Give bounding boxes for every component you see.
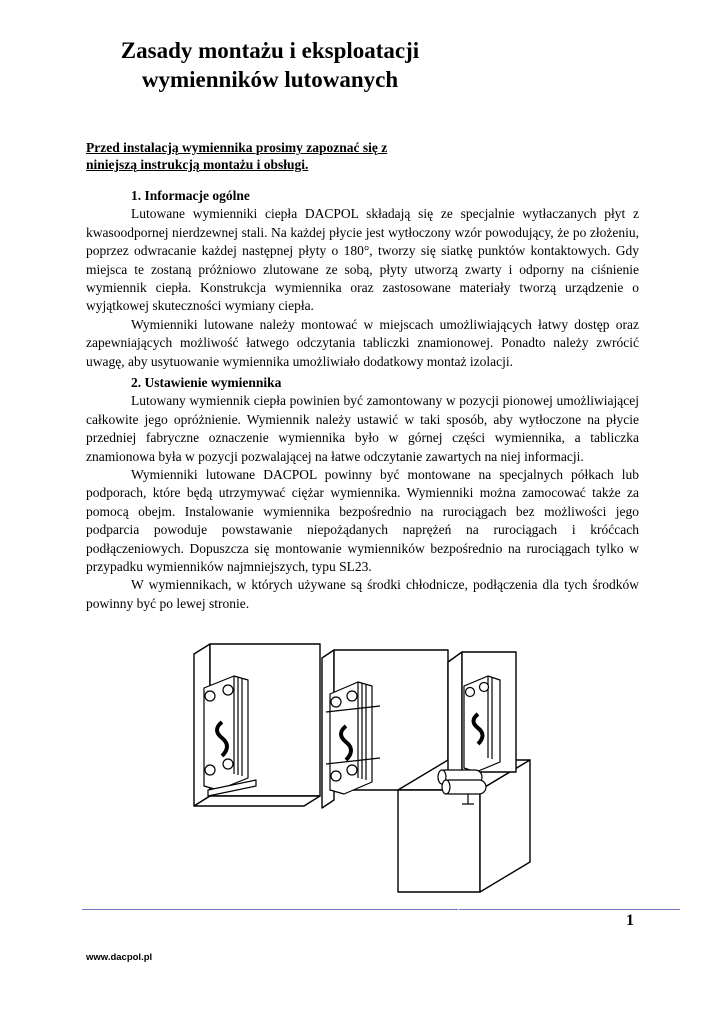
section-1-paragraph: Wymienniki lutowane należy montować w miejscach umożliwiających łatwy dostęp oraz zapewniających możliwość łatwego odczytania tabliczki znamionowej. Ponadto należy zwrócić uwagę, aby usytuowanie wymiennika umożliwiało dodatkowy montaż izolacji.	[86, 316, 639, 369]
title-line-1: Zasady montażu i eksploatacji	[120, 38, 420, 63]
footer-divider	[82, 909, 458, 910]
footer-url[interactable]: www.dacpol.pl	[86, 952, 153, 963]
page-title	[60, 36, 480, 94]
section-general-info	[86, 187, 639, 371]
intro-line-2: niniejszą instrukcją montażu i obsługi.	[86, 157, 309, 172]
title-line-2: wymienników lutowanych	[141, 67, 399, 92]
intro-line-1: Przed instalacją wymiennika prosimy zapoznać się z	[86, 140, 388, 155]
footer-divider	[459, 909, 680, 910]
heat-exchanger	[326, 682, 380, 794]
section-installation	[86, 374, 639, 613]
heat-exchanger	[204, 676, 256, 796]
intro-notice	[86, 139, 506, 173]
box-front	[398, 790, 480, 892]
floor-panel	[194, 796, 320, 806]
wall-panel	[448, 652, 462, 782]
section-2-paragraph: Lutowany wymiennik ciepła powinien być zamontowany w pozycji pionowej umożliwiającej całkowite jego opróżnienie. Wymiennik należy ustawić w taki sposób, aby wytłoczone na płycie przedniej fabryczne oznaczenie wymiennika było w górnej części wymiennika, a tabliczka znamionowa była w pozycji pozwalającej na łatwe odczytanie zawartych na niej informacji.	[86, 393, 639, 464]
section-2-paragraph: W wymiennikach, w których używane są środki chłodnicze, podłączenia dla tych środków powinny być po lewej stronie.	[86, 577, 639, 611]
section-2-paragraph: Wymienniki lutowane DACPOL powinny być montowane na specjalnych półkach lub podporach, które będą utrzymywać ciężar wymiennika. Wymienniki można zamocować także za pomocą obejm. Instalowanie wymiennika bezpośrednio na rurociągach bez możliwości jego podparcia powoduje powstawanie niepożądanych naprężeń na rurociągach i króćcach podłączeniowych. Dopuszcza się montowanie wymienników bezpośrednio na rurociągach tylko w przypadku wymienników najmniejszych, typu SL23.	[86, 467, 639, 575]
page-number: 1	[626, 912, 634, 929]
section-2-heading: 2. Ustawienie wymiennika	[131, 375, 282, 390]
section-1-paragraph: Lutowane wymienniki ciepła DACPOL składają się ze specjalnie wytłaczanych płyt z kwasoodpornej nierdzewnej stali. Na każdej płycie jest wytłoczony wzór powodujący, że po złożeniu, poprzez odwracanie każdej następnej płyty o 180°, tworzy się siatkę punktów kontaktowych. Gdy miejsca te zostaną próżniowo zlutowane ze sobą, płyty utworzą zwarty i odporny na ciśnienie wymiennik ciepła. Konstrukcja wymiennika oraz zastosowane materiały tworzą urządzenie o wyjątkowej skuteczności wymiany ciepła.	[86, 206, 639, 314]
mounting-illustration	[180, 630, 540, 898]
section-1-heading: 1. Informacje ogólne	[131, 188, 250, 203]
